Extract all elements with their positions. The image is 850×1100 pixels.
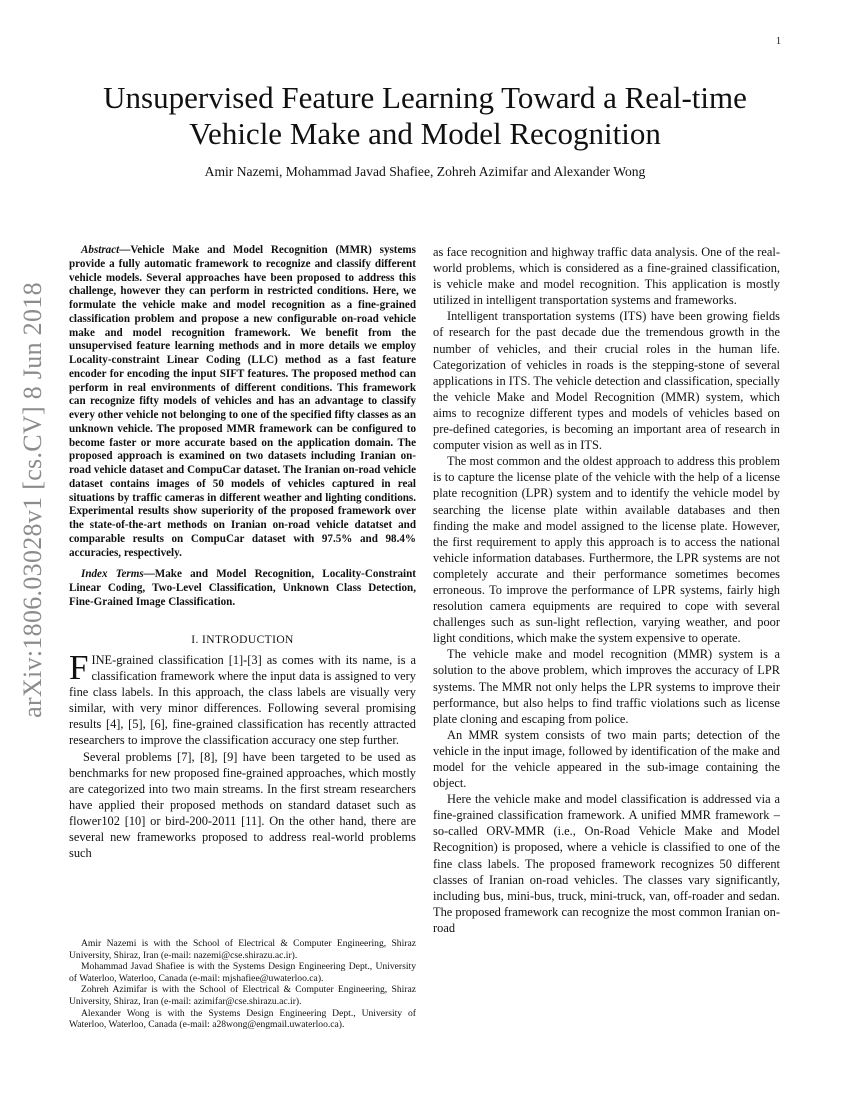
intro-paragraph-text: INE-grained classification [1]-[3] as comes with its name, is a classification framework where the input data is assigned to very fine class labels. In this approach, the class labels are visually very similar, with very minor differences. Following several promising results [4], [5], [6], fine-grained classification has recently attracted researchers to improve the classification accuracy one step further. bbox=[69, 652, 416, 748]
dropcap-letter: F bbox=[69, 647, 89, 687]
index-terms-label: Index Terms bbox=[81, 568, 144, 581]
title-line: Vehicle Make and Model Recognition bbox=[189, 116, 661, 151]
author-list: Amir Nazemi, Mohammad Javad Shafiee, Zohreh Azimifar and Alexander Wong bbox=[204, 164, 646, 179]
arxiv-identifier-text: arXiv:1806.03028v1 [cs.CV] 8 Jun 2018 bbox=[18, 282, 48, 718]
index-terms-text: —Make and Model Recognition, Locality-Constraint Linear Coding, Two-Level Classification, Unknown Class Detection, Fine-Grained Image Classification. bbox=[69, 568, 416, 609]
index-terms bbox=[69, 568, 416, 610]
footnote: Zohreh Azimifar is with the School of Electrical & Computer Engineering, Shiraz University, Shiraz, Iran (e-mail: azimifar@cse.shirazu.ac.ir). bbox=[69, 984, 416, 1007]
footnote: Mohammad Javad Shafiee is with the Systems Design Engineering Dept., University of Waterloo, Waterloo, Canada (e-mail: mjshafiee@uwaterloo.ca). bbox=[69, 961, 416, 984]
title-line: Unsupervised Feature Learning Toward a Real-time bbox=[103, 80, 747, 115]
intro-paragraph bbox=[69, 647, 416, 749]
abstract-text: —Vehicle Make and Model Recognition (MMR) systems provide a fully automatic framework to recognize and classify different vehicle models. Several approaches have been proposed to address this challenge, however they can perform in restricted conditions. Here, we formulate the vehicle make and model recognition as a fine-grained classification problem and propose a new configurable on-road vehicle make and model recognition framework. We benefit from the unsupervised feature learning methods and in more details we employ Locality-constraint Linear Coding (LLC) method as a fast feature encoder for encoding the input SIFT features. The proposed method can perform in real environments of different conditions. This framework can recognize fifty models of vehicles and has an advantage to classify every other vehicle not belonging to one of the specified fifty classes as an unknown vehicle. The proposed MMR framework can be configured to become faster or more accurate based on the application domain. The proposed approach is examined on two datasets including Iranian on-road vehicle dataset and CompuCar dataset. The Iranian on-road vehicle dataset contains images of 50 models of vehicles captured in real situations by traffic cameras in different weather and lighting conditions. Experimental results show superiority of the proposed framework over the state-of-the-art methods on Iranian on-road vehicle datatset and comparable results on CompuCar dataset with 97.5% and 98.4% accuracies, respectively. bbox=[69, 244, 416, 559]
page-number: 1 bbox=[776, 36, 781, 47]
body-paragraph: as face recognition and highway traffic data analysis. One of the real-world problems, which is considered as a fine-grained classification, is vehicle make and model recognition. This application is mostly utilized in intelligent transportation systems and frameworks. bbox=[433, 245, 780, 308]
paper-title bbox=[60, 80, 790, 152]
body-paragraph: An MMR system consists of two main parts; detection of the vehicle in the input image, followed by identification of the make and model for the vehicle appeared in the sub-image containing the object. bbox=[433, 727, 780, 791]
body-paragraph: Intelligent transportation systems (ITS) have been growing fields of research for the past decade due the tremendous growth in the number of vehicles, and their crucial roles in the human life. Categorization of vehicles in roads is the stepping-stone of several applications in ITS. The vehicle detection and classification, specially the vehicle Make and Model Recognition (MMR) system, which aims to recognize different types and models of vehicles based on pre-defined categories, is becoming an important area of research in computer vision as well as in ITS. bbox=[433, 309, 780, 453]
right-column bbox=[433, 244, 780, 936]
left-column bbox=[69, 244, 416, 861]
arxiv-identifier-stamp bbox=[4, 260, 62, 740]
section-heading-introduction: I. INTRODUCTION bbox=[191, 633, 294, 646]
body-paragraph: Here the vehicle make and model classification is addressed via a fine-grained classification framework. A unified MMR framework – so-called ORV-MMR (i.e., On-Road Vehicle Make and Model Recognition) is proposed, where a vehicle is classified to one of the fine class labels. The proposed framework recognizes 50 different classes of Iranian on-road vehicles. The classes vary significantly, including bus, mini-bus, truck, mini-truck, van, off-roader and sedan. The proposed framework can recognize the most common Iranian on-road bbox=[433, 792, 780, 935]
author-footnotes bbox=[69, 938, 416, 1031]
footnote: Alexander Wong is with the Systems Design Engineering Dept., University of Waterloo, Waterloo, Canada (e-mail: a28wong@engmail.uwaterloo.ca). bbox=[69, 1007, 416, 1031]
body-paragraph: The vehicle make and model recognition (MMR) system is a solution to the above problem, which improves the accuracy of LPR systems. The MMR not only helps the LPR systems to improve their performance, but also helps to find traffic violations such as license plate cloning and escaping from police. bbox=[433, 647, 780, 726]
body-paragraph: The most common and the oldest approach to address this problem is to capture the license plate of the vehicle with the help of a license plate recognition (LPR) system and to identify the vehicle model by searching the license plate within available databases and then finding the make and model assigned to the license plate. However, the first requirement to apply this approach is to access the national vehicle information databases. Furthermore, the LPR systems are not completely accurate and their performance sometimes becomes erroneous. To improve the performance of LPR systems, fairly high resolution camera equipments are required to cope with several challenges such as sun-light reflection, varying weather, and poor light conditions, which make the system expensive to operate. bbox=[433, 454, 780, 646]
abstract bbox=[69, 244, 416, 560]
footnote: Amir Nazemi is with the School of Electrical & Computer Engineering, Shiraz University, Shiraz, Iran (e-mail: nazemi@cse.shirazu.ac.ir). bbox=[69, 938, 416, 961]
abstract-label: Abstract bbox=[81, 244, 120, 256]
intro-paragraph: Several problems [7], [8], [9] have been targeted to be used as benchmarks for new proposed fine-grained approaches, which mostly are categorized into two main streams. In the first stream researchers have applied their proposed methods on standard dataset such as flower102 [10] or bird-200-2011 [11]. On the other hand, there are several new frameworks proposed to address real-world problems such bbox=[69, 749, 416, 861]
